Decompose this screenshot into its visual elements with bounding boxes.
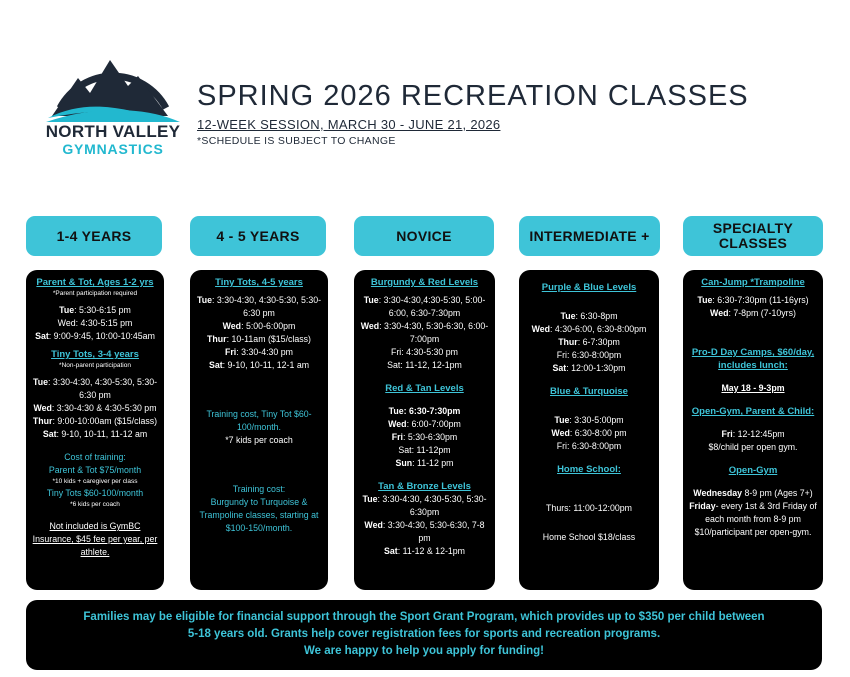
time-text: : 3:30-4:30,4:30-5:30, 5:00-6:00, 6:30-7:30pm (378, 295, 486, 318)
day-label: Tue (362, 494, 378, 504)
spacer (358, 372, 491, 382)
day-label: Sat (42, 429, 57, 439)
column-header-specialty: SPECIALTY CLASSES (683, 216, 823, 256)
spacer (687, 418, 819, 428)
page-title: SPRING 2026 RECREATION CLASSES (197, 80, 749, 112)
schedule-line (358, 545, 491, 558)
time-text: : 3:30-5:00pm (569, 415, 624, 425)
schedule-line (687, 294, 819, 307)
schedule-line (194, 294, 324, 320)
time-text: : 12-12:45pm (732, 429, 785, 439)
schedule-column-novice (354, 270, 495, 590)
time-text: : 3:30-4:30 & 4:30-5:30 pm (51, 403, 157, 413)
schedule-line (358, 457, 491, 470)
day-label: Tue (560, 311, 576, 321)
note-text: *6 kids per coach (70, 501, 120, 508)
cost-text: Training cost, Tiny Tot $60-100/month. (206, 409, 312, 432)
day-label: Fri (391, 432, 403, 442)
time-text: : 5:00-6:00pm (241, 321, 296, 331)
time-text: : 4:30-6:00, 6:30-8:00pm (550, 324, 647, 334)
class-heading: Tiny Tots, 4-5 years (215, 277, 303, 288)
time-text: : 3:30-4:30, 4:30-5:30, 5:30-6:30 pm (47, 377, 158, 400)
day-label: Wednesday (693, 488, 743, 498)
class-heading: Burgundy & Red Levels (370, 277, 479, 288)
schedule-line: Fri: 6:30-8:00pm (556, 441, 622, 451)
day-label: Thur (32, 416, 53, 426)
spacer (358, 470, 491, 480)
day-label: Tue (697, 295, 713, 305)
time-text: : 6:00-7:00pm (406, 419, 461, 429)
schedule-line (687, 307, 819, 320)
schedule-line (358, 294, 491, 320)
schedule-line: Wed: 4:30-5:15 pm (57, 318, 133, 328)
schedule-line (358, 418, 491, 431)
spacer (30, 510, 160, 520)
time-text: : 6:30-8:00 pm (569, 428, 627, 438)
schedule-line (194, 359, 324, 372)
cost-text: Tiny Tots $60-100/month (46, 488, 144, 498)
spacer (194, 372, 324, 398)
time-text: : 9:00-10:00am ($15/class) (52, 416, 158, 426)
schedule-line (30, 304, 160, 317)
schedule-line (523, 414, 655, 427)
day-label: Tue: 6:30-7:30pm (388, 406, 461, 416)
spacer (523, 515, 655, 531)
day-label: Thur (558, 337, 578, 347)
schedule-line: Home School $18/class (542, 532, 636, 542)
class-heading: Red & Tan Levels (385, 383, 464, 394)
schedule-line (194, 333, 324, 346)
day-label: Wed (710, 308, 729, 318)
day-label: Sat (35, 331, 49, 341)
day-label: Wed (33, 403, 52, 413)
spacer (523, 294, 655, 310)
schedule-line (30, 402, 160, 415)
class-heading: Purple & Blue Levels (541, 282, 637, 293)
cost-text: Training cost: (232, 484, 286, 494)
schedule-line (194, 320, 324, 333)
schedule-line (358, 493, 491, 519)
day-label: Tue (59, 305, 75, 315)
time-text: : 9-10, 10-11, 11-12 am (56, 429, 148, 439)
schedule-line (358, 519, 491, 545)
brand-name: NORTH VALLEY (45, 122, 181, 141)
schedule-line (523, 362, 655, 375)
class-heading: Parent & Tot, Ages 1-2 yrs (36, 277, 154, 288)
spacer (194, 398, 324, 408)
spacer (523, 453, 655, 463)
class-heading: Home School: (557, 464, 621, 475)
column-header-4-5-years: 4 - 5 YEARS (190, 216, 326, 256)
schedule-line (358, 431, 491, 444)
schedule-line (30, 330, 160, 343)
day-label: Sat (552, 363, 567, 373)
column-header-intermediate: INTERMEDIATE + (519, 216, 660, 256)
schedule-line (687, 500, 819, 526)
time-text: : 5:30-6:30pm (402, 432, 458, 442)
spacer (358, 395, 491, 405)
day-label: Wed (388, 419, 407, 429)
day-label: Wed (360, 321, 380, 331)
spacer (687, 454, 819, 464)
cost-text: Parent & Tot $75/month (48, 465, 142, 475)
banner-line-1: Families may be eligible for financial support through the Sport Grant Program, which provides up to $350 per child between (83, 611, 765, 623)
day-label: Sun (395, 458, 413, 468)
class-heading: Pro-D Day Camps, $60/day, includes lunch: (691, 347, 815, 371)
spacer (523, 375, 655, 385)
schedule-column-4-5-years (190, 270, 328, 590)
spacer (194, 473, 324, 483)
day-label: Fri (225, 347, 237, 357)
day-label: Wed (551, 428, 570, 438)
time-text: : 11-12 & 12-1pm (397, 546, 466, 556)
schedule-column-specialty (683, 270, 823, 590)
day-label: Wed (531, 324, 551, 334)
schedule-line: $8/child per open gym. (708, 442, 798, 452)
time-text: : 6:30-8pm (575, 311, 618, 321)
insurance-note: Not included is GymBC Insurance, $45 fee per year, per athlete. (32, 521, 158, 557)
schedule-line (687, 487, 819, 500)
schedule-line: *7 kids per coach (225, 435, 293, 445)
camp-date: May 18 - 9-3pm (721, 383, 785, 393)
cost-text: Burgundy to Turquoise & Trampoline classes, starting at $100-150/month. (199, 497, 319, 533)
time-text: : 9-10, 10-11, 12-1 am (222, 360, 310, 370)
day-label: Sat (208, 360, 223, 370)
schedule-column-1-4-years (26, 270, 164, 590)
class-heading: Open-Gym (728, 465, 778, 476)
note-text: *Parent participation required (52, 290, 138, 297)
class-heading: Can-Jump *Trampoline (701, 277, 805, 288)
time-text: : 9:00-9:45, 10:00-10:45am (48, 331, 155, 341)
column-header-novice: NOVICE (354, 216, 494, 256)
schedule-line (30, 376, 160, 402)
schedule-disclaimer: *SCHEDULE IS SUBJECT TO CHANGE (197, 135, 396, 147)
schedule-line: Fri: 6:30-8:00pm (556, 350, 622, 360)
day-label: Friday (689, 501, 716, 511)
day-label: Wed (222, 321, 242, 331)
day-label: Tue (363, 295, 379, 305)
class-heading: Tan & Bronze Levels (378, 481, 471, 492)
schedule-line (523, 323, 655, 336)
brand-logo (38, 38, 188, 163)
funding-banner (26, 600, 822, 670)
day-label: Wed (364, 520, 383, 530)
class-heading: Open-Gym, Parent & Child: (691, 406, 815, 417)
schedule-line (523, 336, 655, 349)
spacer (687, 372, 819, 382)
schedule-line: Sat: 11-12, 12-1pm (387, 360, 462, 370)
day-label: Tue (32, 377, 48, 387)
schedule-column-intermediate (519, 270, 659, 590)
time-text: : 3:30-4:30, 4:30-5:30, 5:30-6:30 pm (211, 295, 322, 318)
time-text: : 6-7:30pm (577, 337, 620, 347)
schedule-line (30, 415, 160, 428)
column-header-1-4-years: 1-4 YEARS (26, 216, 162, 256)
time-text: : 12:00-1:30pm (566, 363, 626, 373)
day-label: Sat (383, 546, 398, 556)
spacer (30, 441, 160, 451)
spacer (194, 447, 324, 473)
note-text: *10 kids + caregiver per class (52, 478, 138, 485)
brand-subtitle: GYMNASTICS (62, 141, 164, 157)
time-text: - every 1st & 3rd Friday of each month from 8-9 pm (705, 501, 817, 524)
time-text: : 6:30-7:30pm (11-16yrs) (712, 295, 809, 305)
schedule-line: Sat: 11-12pm (398, 445, 451, 455)
schedule-line (194, 346, 324, 359)
schedule-line (358, 320, 491, 346)
day-label: Fri (721, 429, 733, 439)
schedule-line (687, 428, 819, 441)
spacer (687, 395, 819, 405)
note-text: *Non-parent participation (59, 362, 131, 369)
day-label: Thur (207, 334, 227, 344)
time-text: : 5:30-6:15 pm (74, 305, 131, 315)
schedule-line (30, 428, 160, 441)
schedule-line (523, 427, 655, 440)
day-label: Tue (196, 295, 212, 305)
time-text: : 7-8pm (7-10yrs) (728, 308, 796, 318)
schedule-line (523, 310, 655, 323)
schedule-line (358, 405, 491, 418)
class-heading: Tiny Tots, 3-4 years (51, 349, 139, 360)
time-text: : 3:30-4:30, 5:30-6:30, 6:00-7:00pm (379, 321, 489, 344)
schedule-line: Fri: 4:30-5:30 pm (391, 347, 458, 357)
time-text: : 10-11am ($15/class) (226, 334, 311, 344)
time-text: : 11-12 pm (412, 458, 454, 468)
session-dates: 12-WEEK SESSION, MARCH 30 - JUNE 21, 2026 (197, 117, 501, 132)
cost-text: Cost of training: (64, 452, 126, 462)
banner-line-3: We are happy to help you apply for funding! (303, 645, 545, 657)
spacer (523, 476, 655, 502)
spacer (523, 398, 655, 414)
class-heading: Blue & Turquoise (550, 386, 628, 397)
mountain-logo-icon (38, 38, 188, 123)
time-text: : 3:30-4:30 pm (236, 347, 293, 357)
time-text: : 3:30-4:30, 4:30-5:30, 5:30-6:30pm (377, 494, 487, 517)
schedule-line: Thurs: 11:00-12:00pm (546, 503, 632, 513)
spacer (687, 477, 819, 487)
banner-line-2: 5-18 years old. Grants help cover registration fees for sports and recreation programs. (187, 628, 661, 640)
time-text: : 3:30-4:30, 5:30-6:30, 7-8 pm (382, 520, 485, 543)
spacer (687, 320, 819, 346)
schedule-line: $10/participant per open-gym. (694, 527, 812, 537)
time-text: 8-9 pm (Ages 7+) (742, 488, 813, 498)
day-label: Tue (554, 415, 570, 425)
